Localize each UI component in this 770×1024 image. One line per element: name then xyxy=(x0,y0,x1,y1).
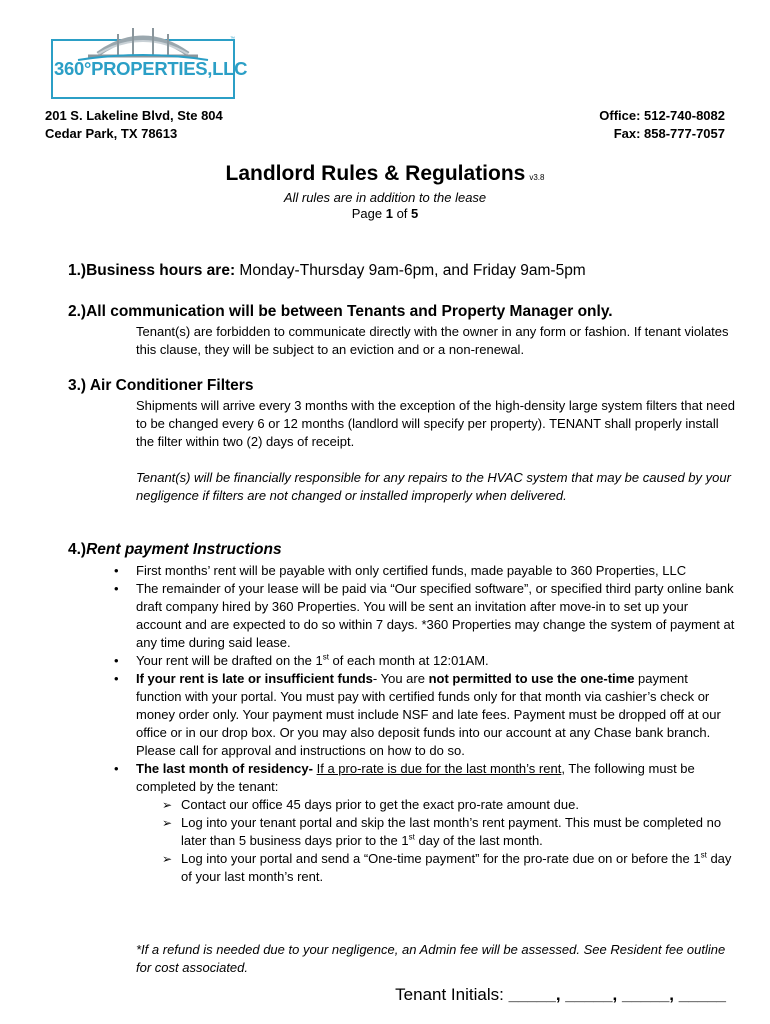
section-3-heading: 3.) Air Conditioner Filters xyxy=(68,377,254,394)
list-item: • If your rent is late or insufficient funds- You are not permitted to use the one-time payment function with your portal. You must pay with certified funds only for that month via cashier’s check or money order only. Your payment must include NSF and late fees. Payment must be dropped off at our office or in our drop box. Or you may also deposit funds into our account at any Chase bank branch. Please call for approval and instructions on how to do so. xyxy=(136,670,736,760)
list-item: • The remainder of your lease will be paid via “Our specified software”, or specified third party online bank draft company hired by 360 Properties. You will be sent an invitation after move-in to set up your account and are expected to do so within 7 days. *360 Properties may change the system of payment at any time during said lease. xyxy=(136,580,736,652)
office-phone: Office: 512-740-8082 xyxy=(599,108,725,123)
list-item: ➢ Contact our office 45 days prior to get the exact pro-rate amount due. xyxy=(181,796,736,814)
subtitle: All rules are in addition to the lease xyxy=(283,190,487,205)
section-2-heading: 2.)All communication will be between Tenants and Property Manager only. xyxy=(68,303,613,320)
list-item: • First months’ rent will be payable with only certified funds, made payable to 360 Properties, LLC xyxy=(136,562,736,580)
refund-footnote: *If a refund is needed due to your negligence, an Admin fee will be assessed. See Resident fee outline for cost associated. xyxy=(136,942,726,975)
section-1-heading: 1.)Business hours are: xyxy=(68,262,236,279)
trademark-symbol: ™ xyxy=(230,36,235,42)
last-month-steps xyxy=(136,796,736,886)
rent-instructions-list xyxy=(136,562,736,886)
initials-blanks: _____, _____, _____, _____ xyxy=(503,985,726,1004)
page-title xyxy=(0,162,770,186)
list-item: • The last month of residency- If a pro-rate is due for the last month’s rent, The following must be completed by the tenant: ➢ Contact our office 45 days prior to get the exact pro-rate amount due. ➢ Log into your tenant portal and skip the last month’s rent payment. This must be completed no later than 5 business days prior to the 1st day of the last month. ➢ Log into your portal and send a “One-time payment” for the pro-rate due on or before the 1st day of your last month’s rent. xyxy=(136,760,736,886)
list-item: • Your rent will be drafted on the 1st of each month at 12:01AM. xyxy=(136,652,736,670)
section-1-text: Monday-Thursday 9am-6pm, and Friday 9am-5pm xyxy=(235,262,586,279)
section-4-heading: 4.)Rent payment Instructions xyxy=(68,541,282,558)
address-line-1: 201 S. Lakeline Blvd, Ste 804 xyxy=(45,108,223,123)
section-4-body xyxy=(136,562,736,886)
list-item: ➢ Log into your tenant portal and skip the last month’s rent payment. This must be completed no later than 5 business days prior to the 1st day of the last month. xyxy=(181,814,736,850)
section-3-note: Tenant(s) will be financially responsible for any repairs to the HVAC system that may be caused by your negligence if filters are not changed or installed improperly when delivered. xyxy=(136,470,731,503)
section-3-body: Shipments will arrive every 3 months with the exception of the high-density large system filters that need to be changed every 6 or 12 months (landlord will specify per property). TENANT shall properly install the filter within two (2) days of receipt. xyxy=(136,398,736,449)
section-1-business-hours xyxy=(68,262,586,280)
company-address xyxy=(45,107,223,143)
list-item: ➢ Log into your portal and send a “One-time payment” for the pro-rate due on or before the 1st day of your last month’s rent. xyxy=(181,850,736,886)
company-contact xyxy=(599,107,725,143)
page-number: Page 1 of 5 xyxy=(351,206,419,221)
logo-wordmark: 360°PROPERTIES,LLC xyxy=(54,58,248,79)
fax-number: Fax: 858-777-7057 xyxy=(613,126,725,141)
document-title-block xyxy=(0,162,770,221)
title-text: Landlord Rules & Regulations xyxy=(225,162,526,185)
tenant-initials-line xyxy=(395,985,726,1005)
initials-label: Tenant Initials: xyxy=(395,985,504,1004)
address-line-2: Cedar Park, TX 78613 xyxy=(45,126,178,141)
section-2-body: Tenant(s) are forbidden to communicate directly with the owner in any form or fashion. If tenant violates this clause, they will be subject to an eviction and or a non-renewal. xyxy=(136,324,729,357)
bridge-icon xyxy=(78,28,208,60)
version-label: v3.8 xyxy=(529,173,545,182)
